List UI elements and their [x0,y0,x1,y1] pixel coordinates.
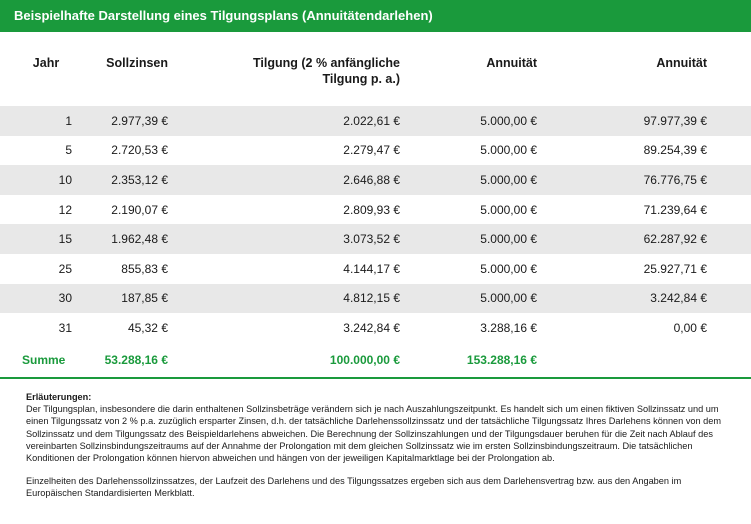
table-row [0,284,751,314]
table-row [0,136,751,166]
cell-jahr: 15 [58,232,72,247]
header-annuitaet-2: Annuität [656,56,707,70]
cell-annuitaet-1: 5.000,00 € [480,261,537,276]
cell-annuitaet-2: 62.287,92 € [643,232,707,247]
cell-annuitaet-2: 97.977,39 € [643,113,707,128]
cell-tilgung: 2.809,93 € [343,202,400,217]
cell-annuitaet-2: 71.239,64 € [643,202,707,217]
cell-annuitaet-1: 5.000,00 € [480,172,537,187]
table-row [0,195,751,225]
cell-jahr: 5 [65,143,72,158]
cell-jahr: 1 [65,113,72,128]
cell-annuitaet-2: 89.254,39 € [643,143,707,158]
cell-sollzinsen: 2.190,07 € [111,202,168,217]
cell-sollzinsen: 187,85 € [121,291,168,306]
cell-sollzinsen: 45,32 € [127,320,168,335]
sum-empty-cell [581,343,751,378]
table-row [0,224,751,254]
sum-annuitaet: 153.288,16 € [444,343,581,378]
cell-tilgung: 4.144,17 € [343,261,400,276]
cell-annuitaet-1: 5.000,00 € [480,202,537,217]
header-jahr: Jahr [32,56,60,70]
page-title: Beispielhafte Darstellung eines Tilgungsplans (Annuitätendarlehen) [0,0,751,32]
cell-sollzinsen: 2.353,12 € [111,172,168,187]
sum-tilgung: 100.000,00 € [212,343,444,378]
cell-tilgung: 2.279,47 € [343,143,400,158]
table-row [0,313,751,343]
sum-row [0,343,751,378]
table-row [0,254,751,284]
table-row [0,106,751,136]
header-tilgung-line1: Tilgung (2 % anfängliche [252,56,400,70]
notes-heading: Erläuterungen: [26,392,92,402]
cell-sollzinsen: 1.962,48 € [111,232,168,247]
cell-sollzinsen: 2.977,39 € [111,113,168,128]
cell-jahr: 31 [58,320,72,335]
table-row [0,165,751,195]
cell-jahr: 12 [58,202,72,217]
cell-tilgung: 3.073,52 € [343,232,400,247]
notes-paragraph-1: Der Tilgungsplan, insbesondere die darin enthaltenen Sollzinsbeträge verändern sich je nach Auszahlungszeitpunkt. Es handelt sich um einen fiktiven Sollzinssatz und um einen Tilgungssatz von 2 % p.a. zuzüglich ersparter Zinsen, d.h. der tatsächliche Darlehenssollzinssatz und der tatsächliche Tilgungssatz Ihres Darlehens können von dem Sollzinssatz und dem Tilgungssatz des Beispieldarlehens abweichen. Die Berechnung der Sollzinszahlungen und der Tilgungsdauer beruhen für die Zeit nach Ablauf des vereinbarten Sollzinsbindungszeitraums auf der Annahme der Prolongation mit dem gleichen Sollzinssatz wie im ersten Sollzinsbindungszeitraum. Die tatsächlichen Konditionen der Prolongation können hiervon abweichen und hängen von der jeweiligen Kapitalmarktlage bei der Prolongation ab. [26,404,722,464]
sum-label: Summe [0,343,92,378]
cell-annuitaet-2: 0,00 € [673,320,707,335]
amortization-table [0,32,751,379]
header-annuitaet-1: Annuität [486,56,537,70]
cell-annuitaet-1: 3.288,16 € [480,320,537,335]
cell-annuitaet-1: 5.000,00 € [480,291,537,306]
sum-sollzinsen: 53.288,16 € [92,343,212,378]
table-header-row [0,32,751,106]
cell-jahr: 30 [58,291,72,306]
cell-jahr: 25 [58,261,72,276]
cell-tilgung: 4.812,15 € [343,291,400,306]
cell-annuitaet-1: 5.000,00 € [480,143,537,158]
header-sollzinsen: Sollzinsen [106,56,168,70]
cell-annuitaet-2: 25.927,71 € [643,261,707,276]
cell-annuitaet-1: 5.000,00 € [480,113,537,128]
cell-annuitaet-1: 5.000,00 € [480,232,537,247]
cell-sollzinsen: 855,83 € [121,261,168,276]
cell-tilgung: 3.242,84 € [343,320,400,335]
cell-annuitaet-2: 76.776,75 € [643,172,707,187]
cell-tilgung: 2.646,88 € [343,172,400,187]
explanatory-notes [26,391,738,500]
header-tilgung-line2: Tilgung p. a.) [322,72,400,86]
cell-jahr: 10 [58,172,72,187]
cell-sollzinsen: 2.720,53 € [111,143,168,158]
notes-paragraph-2: Einzelheiten des Darlehenssollzinssatzes, der Laufzeit des Darlehens und des Tilgungssatzes ergeben sich aus dem Darlehensvertrag bzw. aus den Angaben im Europäischen Standardisierten Merkblatt. [26,476,682,499]
cell-annuitaet-2: 3.242,84 € [650,291,707,306]
cell-tilgung: 2.022,61 € [343,113,400,128]
header-tilgung [212,32,444,106]
